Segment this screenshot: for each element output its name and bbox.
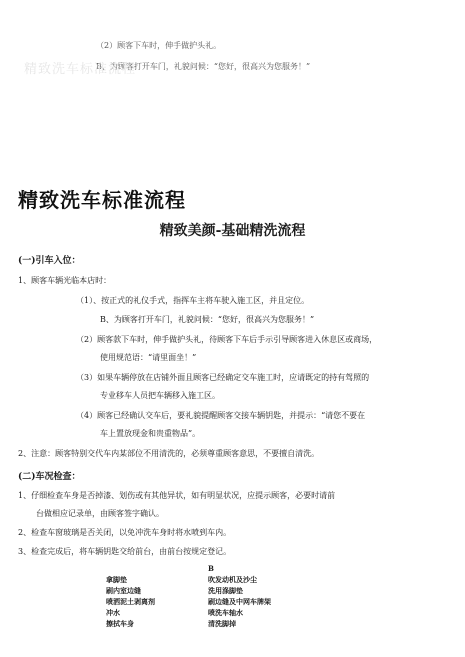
- section-1-heading: (一)引车入位：: [18, 256, 81, 266]
- watermark: 精致洗车标准流程: [24, 62, 137, 77]
- table-cell: 刷边缝及中网车牌架: [208, 597, 271, 606]
- table-right-column: [208, 574, 271, 629]
- s1-sub-2a: （2）顾客款下车时，伸手做护头礼，待顾客下车后手示引导顾客进入休息区或商场，: [76, 335, 378, 344]
- table-cell: 喷洗车轴水: [208, 608, 243, 617]
- s1-item-1: 1、顾客车辆光临本店时：: [18, 276, 112, 285]
- table-cell: 喷洒泥土剥离剂: [106, 597, 155, 606]
- s1-sub-4a: （4）顾客已经确认交车后，要礼貌提醒顾客交接车辆钥匙，并提示：“请您不要在: [76, 411, 366, 420]
- table-cell: 擦拭车身: [106, 619, 134, 628]
- document-subtitle: 精致美颜-基础精洗流程: [159, 223, 306, 239]
- table-cell: 吹发动机及沙尘: [208, 575, 257, 584]
- s2-item-3: 3、检查完成后，将车辆钥匙交给前台，由前台按规定登记。: [18, 547, 232, 556]
- table-marker: B: [208, 564, 214, 573]
- table-cell: 刷内室边缝: [106, 586, 141, 595]
- s1-item-2: 2、注意：顾客特别交代车内某部位不用清洗的，必须尊重顾客意思，不要擅自清洗。: [18, 449, 320, 458]
- table-cell: 拿脚垫: [106, 575, 127, 584]
- s1-sub-4b: 车上置放现金和贵重物品”。: [100, 429, 201, 438]
- document-title: 精致洗车标准流程: [18, 188, 186, 212]
- s2-item-1a: 1、仔细检查车身是否掉漆、划伤或有其他异状，如有明显状况，应提示顾客，必要时请前: [18, 491, 336, 500]
- s2-item-2: 2、检查车窗玻璃是否关闭，以免冲洗车身时将水喷到车内。: [18, 528, 232, 537]
- s1-sub-3a: （3）如果车辆停放在店铺外面且顾客已经确定交车施工时，应请既定的持有驾照的: [76, 373, 370, 382]
- table-cell: 清洗脚掉: [208, 619, 236, 628]
- s1-sub-1b: B、为顾客打开车门，礼貌问候：“您好，很高兴为您服务！”: [100, 315, 315, 324]
- table-cell: 冲水: [106, 608, 120, 617]
- s1-sub-3b: 专业移车人员把车辆移入施工区。: [100, 391, 220, 400]
- header-line-1: （2）顾客下车时，伸手做护头礼。: [96, 41, 222, 50]
- table-left-column: [106, 574, 155, 629]
- section-2-heading: (二)车况检查：: [18, 472, 81, 482]
- header-line-2: B、为顾客打开车门，礼貌问候：“您好，很高兴为您服务！”: [96, 62, 311, 71]
- s1-sub-1: （1）、按正式的礼仪手式，指挥车主将车驶入施工区，并且定位。: [76, 296, 310, 305]
- s2-item-1b: 台做相应记录单，由顾客签字确认。: [36, 509, 164, 518]
- table-cell: 洗用涤脚垫: [208, 586, 243, 595]
- s1-sub-2b: 使用规范语：“请里面坐！”: [100, 353, 197, 362]
